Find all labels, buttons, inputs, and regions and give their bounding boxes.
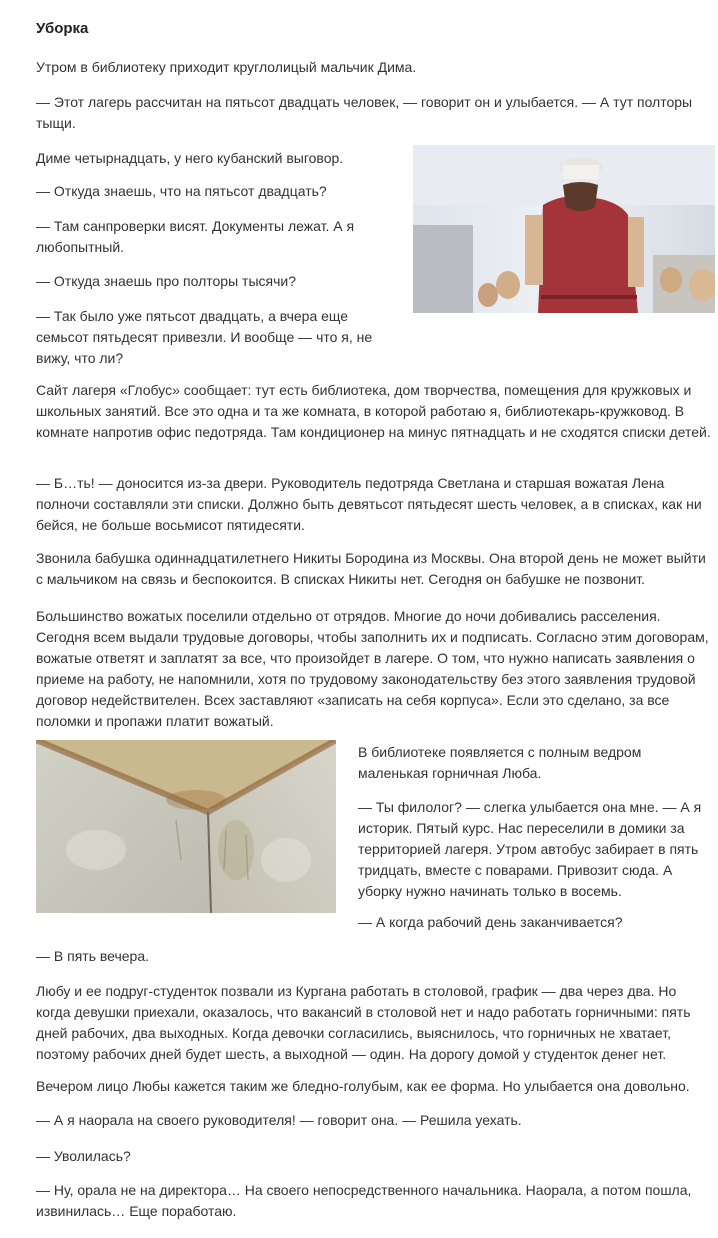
paragraph: Утром в библиотеку приходит круглолицый мальчик Дима. bbox=[36, 59, 417, 75]
paragraph: — Откуда знаешь, что на пятьсот двадцать? bbox=[36, 183, 327, 199]
paragraph: Диме четырнадцать, у него кубанский выговор. bbox=[36, 150, 344, 166]
paragraph: — Так было уже пятьсот двадцать, а вчера еще семьсот пятьдесят привезли. И вообще — что я, не вижу, что ли? bbox=[36, 308, 373, 366]
paragraph: — Б…ть! — доносится из-за двери. Руководитель педотряда Светлана и старшая вожатая Лена полночи составляли эти списки. Должно быть девятьсот пятьдесят шесть человек, а в списках, как ни бейся, не больше восьмисот пятидесяти. bbox=[36, 475, 702, 533]
paragraph: — А я наорала на своего руководителя! — говорит она. — Решила уехать. bbox=[36, 1112, 522, 1128]
paragraph: — Ты филолог? — слегка улыбается она мне. — А я историк. Пятый курс. Нас переселили в домики за территорией лагеря. Утром автобус забирает в пять тридцать, вместе с поварами. Привозит сюда. А уборку нужно начинать только в восемь. bbox=[358, 799, 702, 899]
paragraph: — Этот лагерь рассчитан на пятьсот двадцать человек, — говорит он и улыбается. — А тут полторы тыщи. bbox=[36, 94, 693, 131]
paragraph: В библиотеке появляется с полным ведром маленькая горничная Люба. bbox=[358, 744, 642, 781]
paragraph: — Откуда знаешь про полторы тысячи? bbox=[36, 273, 296, 289]
paragraph: — Ну, орала не на директора… На своего непосредственного начальника. Наорала, а потом пошла, извинилась… Еще поработаю. bbox=[36, 1182, 692, 1219]
paragraph: — А когда рабочий день заканчивается? bbox=[358, 914, 623, 930]
paragraph: Звонила бабушка одиннадцатилетнего Никиты Бородина из Москвы. Она второй день не может выйти с мальчиком на связь и беспокоится. В списках Никиты нет. Сегодня он бабушке не позвонит. bbox=[36, 550, 706, 587]
paragraph: — Там санпроверки висят. Документы лежат. А я любопытный. bbox=[36, 218, 355, 255]
paragraph: — В пять вечера. bbox=[36, 948, 150, 964]
paragraph: Большинство вожатых поселили отдельно от отрядов. Многие до ночи добивались расселения. Сегодня всем выдали трудовые договоры, чтобы заполнить их и подписать. Согласно этим договорам, вожатые ответят и заплатят за все, что произойдет в лагере. О том, что нужно написать заявления о приеме на работу, не напомнили, хотя по трудовому законодательству без этого заявления трудовой договор недействителен. Всех заставляют «записать на себя корпуса». Если это сделано, за все поломки и пропажи платит вожатый. bbox=[36, 608, 709, 729]
article-title: Уборка bbox=[36, 20, 89, 37]
paragraph: Вечером лицо Любы кажется таким же бледно-голубым, как ее форма. Но улыбается она довольно. bbox=[36, 1078, 690, 1094]
wall-corner-photo bbox=[36, 740, 336, 913]
canteen-photo bbox=[413, 145, 715, 313]
paragraph: — Уволилась? bbox=[36, 1148, 131, 1164]
paragraph: Любу и ее подруг-студенток позвали из Кургана работать в столовой, график — два через два. Но когда девушки приехали, оказалось, что вакансий в столовой нет и надо работать горничными: пять дней рабочих, два выходных. Когда девочки согласились, выяснилось, что горничных не хватает, поэтому рабочих дней будет шесть, а выходной — один. На дорогу домой у студенток денег нет. bbox=[36, 983, 691, 1062]
paragraph: Сайт лагеря «Глобус» сообщает: тут есть библиотека, дом творчества, помещения для кружковых и школьных занятий. Все это одна и та же комната, в которой работаю я, библиотекарь-кружковод. В комнате напротив офис педотряда. Там кондиционер на минус пятнадцать и не сходятся списки детей. bbox=[36, 382, 711, 440]
